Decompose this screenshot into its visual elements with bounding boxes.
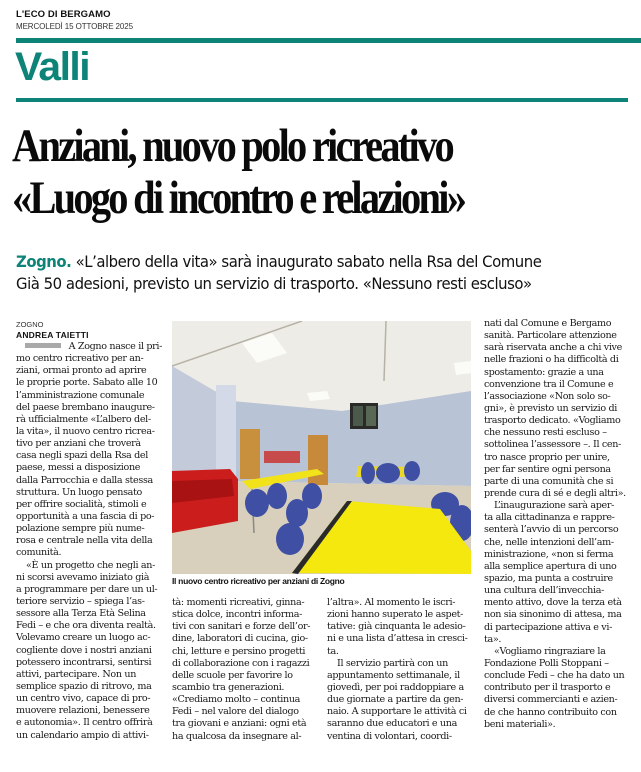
text-line: sarà riservata anche a chi vive (484, 342, 622, 354)
text-line: Fedi – e che ora diventa realtà. (16, 620, 156, 632)
text-line: nati dal Comune e Bergamo (484, 318, 612, 329)
text-line: per offrire socialità, stimoli e (16, 498, 147, 510)
text-line: Volevamo creare un luogo ac- (16, 632, 151, 644)
text-line: naio. A supportare le attività ci (327, 706, 467, 718)
text-line: delle scuole per favorire lo (172, 669, 293, 681)
text-line: attivi, partecipare. Non un (16, 668, 137, 680)
text-line: tivi con sanitari e forze dell’or- (172, 621, 311, 633)
lead-bar-decoration (25, 343, 61, 348)
text-line: zioni hanno superato le aspet- (327, 609, 464, 621)
text-line: spazio, ma punta a costruire (484, 572, 613, 584)
text-line: trasporto dedicato. «Vogliamo (484, 415, 621, 427)
article-photo (172, 321, 471, 574)
text-line: cogliente dove i nostri anziani (16, 644, 152, 656)
text-line: sanità. Particolare attenzione (484, 330, 617, 342)
text-line: Il servizio partirà con un (337, 657, 448, 669)
text-line: opportunità a una fascia di po- (16, 510, 155, 522)
subheadline (16, 251, 641, 295)
text-line: muovere relazioni, benessere (16, 705, 150, 717)
text-line: stica dolce, incontri informa- (172, 609, 302, 621)
text-line: ni scorsi avevamo iniziato già (16, 571, 150, 583)
text-line: che nessuno resti escluso – (484, 427, 607, 439)
text-line: tà: momenti ricreativi, ginna- (172, 597, 305, 608)
text-line: parte di una comunità che si (484, 475, 614, 487)
text-line: del paese brembano inaugure- (16, 401, 155, 413)
text-line: L’inaugurazione sarà aper- (494, 500, 614, 512)
text-line: ni e una lista d’attesa in cresci- (327, 633, 468, 645)
subhead-line-2: Già 50 adesioni, previsto un servizio di trasporto. «Nessuno resti escluso» (16, 274, 532, 293)
text-line: struttura. Un luogo pensato (16, 486, 142, 498)
text-line: la vita», il nuovo centro ricrea- (16, 425, 155, 437)
text-line: nelle frazioni o ha difficoltà di (484, 354, 619, 366)
text-line: ziani, ormai pronto ad aprire (16, 365, 147, 377)
text-line: spostamento: grazie a una (484, 366, 604, 378)
text-line: una cultura dell’invecchia- (484, 585, 604, 597)
article-column-2 (172, 597, 316, 743)
article-column-1 (16, 341, 162, 742)
text-line: A Zogno nasce il pri- (16, 341, 162, 353)
text-line: tative: già cinquanta le adesio- (327, 621, 466, 633)
text-line: «Crediamo molto – continua (172, 694, 301, 706)
recreation-room-photo-icon (172, 321, 471, 574)
article-column-4 (484, 318, 628, 731)
section-rule-top (16, 38, 641, 43)
text-line: appuntamento settimanale, il (327, 669, 460, 681)
text-line: dalla Parrocchia e dalla stessa (16, 474, 153, 486)
text-line: diversi commercianti e azien- (484, 694, 618, 706)
text-line: ventina di volontari, coordi- (327, 730, 452, 742)
text-line: paese, messi a disposizione (16, 462, 141, 474)
text-line: e autonomia». Il centro offrirà (16, 717, 153, 729)
text-line: casa negli spazi della Rsa del (16, 450, 148, 462)
headline (12, 120, 632, 224)
text-line: che, nelle intenzioni dell’am- (484, 536, 614, 548)
text-line: convenzione tra il Comune e (484, 378, 614, 390)
text-line: per far sentire ogni persona (484, 463, 611, 475)
masthead (16, 9, 133, 32)
text-line: l’associazione «Non solo so- (484, 390, 611, 402)
headline-line-2: «Luogo di incontro e relazioni» (12, 172, 465, 224)
text-line: sottolinea l’assessore –. Il cen- (484, 439, 621, 451)
text-line: senterà l’avvio di un percorso (484, 524, 619, 536)
text-line: tra giovani e anziani: ogni età (172, 718, 307, 730)
text-line: ministrazione, «non si ferma (484, 548, 614, 560)
text-line: «Vogliamo ringraziare la (494, 645, 606, 657)
dateline: ZOGNO (16, 320, 44, 329)
text-line: rosa e centrale nella vita della (16, 535, 153, 547)
text-line: comunità. (16, 547, 62, 559)
author-byline: ANDREA TAIETTI (16, 330, 89, 340)
text-line: semplice spazio di ritrovo, ma (16, 680, 152, 692)
subhead-text-1: «L’albero della vita» sarà inaugurato sabato nella Rsa del Comune (71, 252, 542, 271)
text-line: l’amministrazione comunale (16, 389, 145, 401)
text-line: un calendario ampio di attivi- (16, 729, 149, 741)
text-line: de che hanno contribuito con (484, 706, 617, 718)
text-line: sessore alla Terza Età Selina (16, 608, 146, 620)
article-column-3 (327, 597, 471, 743)
text-line: un centro vivo, capace di pro- (16, 693, 151, 705)
text-line: gni», è previsto un servizio di (484, 402, 617, 414)
text-line: di collaborazione con i ragazzi (172, 657, 310, 669)
text-line: conclude Fedi – che ha dato un (484, 670, 625, 682)
text-line: ta. (327, 645, 339, 657)
text-line: tivo per anziani che troverà (16, 438, 141, 450)
subhead-line-1 (16, 251, 597, 273)
section-label: Valli (15, 45, 90, 89)
text-line: a programmare per dare un ul- (16, 583, 158, 595)
text-line: saranno due educatori e una (327, 718, 457, 730)
text-line: due giornate a partire da gen- (327, 694, 464, 706)
subhead-kicker: Zogno. (16, 252, 72, 271)
text-line: mento attivo, dove la terza età (484, 597, 622, 609)
text-line: le proprie porte. Sabato alle 10 (16, 377, 158, 389)
text-line: mo centro ricreativo per an- (16, 353, 144, 365)
text-line: teriore servizio – spiega l’as- (16, 595, 145, 607)
text-line: chi, letture e persino progetti (172, 645, 306, 657)
text-line: l’altra». Al momento le iscri- (327, 597, 456, 608)
text-line: dine, laboratori di cucina, gio- (172, 633, 308, 645)
photo-caption: Il nuovo centro ricreativo per anziani di Zogno (172, 576, 345, 586)
text-line: Fedi – nel valore del dialogo (172, 706, 299, 718)
newspaper-name: L'ECO DI BERGAMO (16, 9, 111, 20)
section-rule-bottom (16, 98, 628, 102)
text-line: contributo per il trasporto e (484, 682, 611, 694)
text-line: tro nasce proprio per unire, (484, 451, 610, 463)
text-line: ta». (484, 633, 502, 645)
text-line: «È un progetto che negli an- (26, 559, 155, 571)
text-line: polazione sempre più nume- (16, 523, 145, 535)
text-line: di partecipazione attiva e vi- (484, 621, 612, 633)
text-line: Fondazione Polli Stoppani – (484, 657, 609, 669)
text-line: potessero incontrarsi, sentirsi (16, 656, 152, 668)
text-line: ta alla cittadinanza e rappre- (484, 512, 615, 524)
issue-date: MERCOLEDÌ 15 OTTOBRE 2025 (16, 22, 133, 31)
text-line: giovedì, per poi raddoppiare a (327, 681, 464, 693)
text-line: beni materiali». (484, 718, 556, 730)
text-line: ha qualcosa da insegnare al- (172, 730, 302, 742)
text-line: alla semplice apertura di uno (484, 560, 617, 572)
text-line: scambio tra generazioni. (172, 681, 285, 693)
headline-line-1: Anziani, nuovo polo ricreativo (12, 120, 452, 172)
text-line: rà ufficialmente «L’albero del- (16, 413, 151, 425)
text-line: prende cura di sé e degli altri». (484, 487, 626, 499)
text-line: non sia sinonimo di attesa, ma (484, 609, 622, 621)
